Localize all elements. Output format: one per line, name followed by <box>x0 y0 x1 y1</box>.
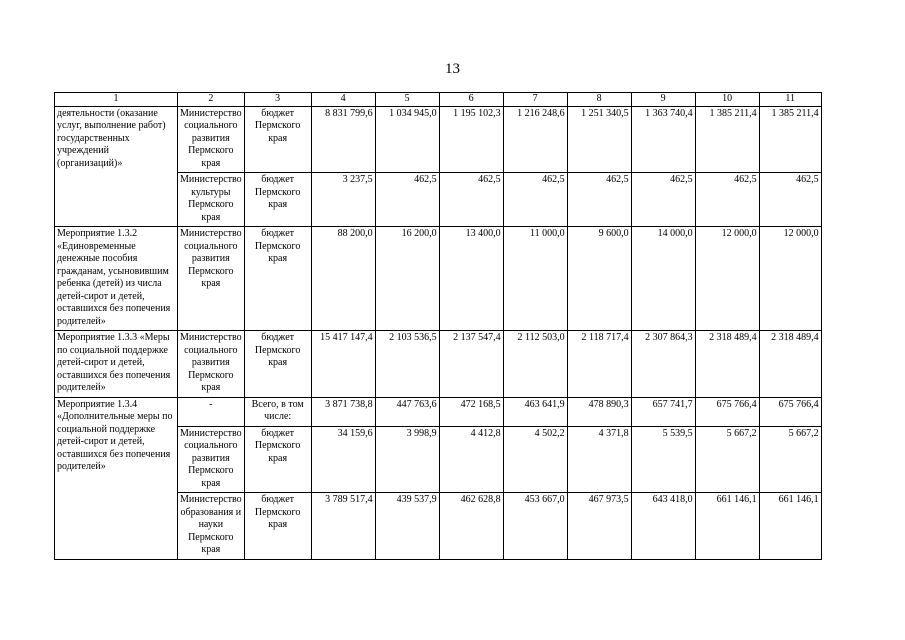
executor-cell: - <box>178 397 245 426</box>
table-row <box>55 397 822 426</box>
amount-cell: 661 146,1 <box>759 493 821 560</box>
amount-cell: 472 168,5 <box>439 397 503 426</box>
amount-cell: 3 998,9 <box>375 426 439 493</box>
column-number-cell: 6 <box>439 93 503 107</box>
column-number-cell: 7 <box>503 93 567 107</box>
amount-cell: 453 667,0 <box>503 493 567 560</box>
column-number-cell: 9 <box>631 93 695 107</box>
amount-cell: 4 502,2 <box>503 426 567 493</box>
column-number-cell: 5 <box>375 93 439 107</box>
amount-cell: 1 363 740,4 <box>631 106 695 173</box>
table-row <box>55 106 822 173</box>
funding-table <box>54 92 822 560</box>
amount-cell: 462 628,8 <box>439 493 503 560</box>
amount-cell: 462,5 <box>695 173 759 227</box>
column-number-cell: 11 <box>759 93 821 107</box>
column-number-cell: 8 <box>567 93 631 107</box>
table-row <box>55 331 822 398</box>
amount-cell: 1 034 945,0 <box>375 106 439 173</box>
amount-cell: 11 000,0 <box>503 227 567 331</box>
table-row <box>55 227 822 331</box>
table-body <box>55 93 822 560</box>
executor-cell: Министерство социального развития Пермского края <box>178 106 245 173</box>
amount-cell: 661 146,1 <box>695 493 759 560</box>
column-number-cell: 1 <box>55 93 178 107</box>
amount-cell: 8 831 799,6 <box>311 106 375 173</box>
funding-source-cell: бюджет Пермского края <box>244 331 311 398</box>
funding-source-cell: бюджет Пермского края <box>244 227 311 331</box>
executor-cell: Министерство социального развития Пермского края <box>178 227 245 331</box>
amount-cell: 4 371,8 <box>567 426 631 493</box>
amount-cell: 34 159,6 <box>311 426 375 493</box>
amount-cell: 5 667,2 <box>695 426 759 493</box>
amount-cell: 675 766,4 <box>695 397 759 426</box>
amount-cell: 3 237,5 <box>311 173 375 227</box>
executor-cell: Министерство образования и науки Пермского края <box>178 493 245 560</box>
measure-name-cell: Мероприятие 1.3.3 «Меры по социальной поддержке детей-сирот и детей, оставшихся без попечения родителей» <box>55 331 178 398</box>
amount-cell: 439 537,9 <box>375 493 439 560</box>
amount-cell: 462,5 <box>759 173 821 227</box>
page-number: 13 <box>445 61 460 77</box>
amount-cell: 16 200,0 <box>375 227 439 331</box>
amount-cell: 462,5 <box>567 173 631 227</box>
amount-cell: 13 400,0 <box>439 227 503 331</box>
amount-cell: 463 641,9 <box>503 397 567 426</box>
funding-source-cell: Всего, в том числе: <box>244 397 311 426</box>
amount-cell: 5 667,2 <box>759 426 821 493</box>
amount-cell: 5 539,5 <box>631 426 695 493</box>
amount-cell: 2 137 547,4 <box>439 331 503 398</box>
measure-name-cell: Мероприятие 1.3.2 «Единовременные денежные пособия гражданам, усыновившим ребенка (детей) из числа детей-сирот и детей, оставшихся без попечения родителей» <box>55 227 178 331</box>
amount-cell: 462,5 <box>631 173 695 227</box>
amount-cell: 15 417 147,4 <box>311 331 375 398</box>
column-number-row <box>55 93 822 107</box>
amount-cell: 88 200,0 <box>311 227 375 331</box>
measure-name-cell: деятельности (оказание услуг, выполнение работ) государственных учреждений (организаций)» <box>55 106 178 227</box>
amount-cell: 2 112 503,0 <box>503 331 567 398</box>
amount-cell: 675 766,4 <box>759 397 821 426</box>
amount-cell: 462,5 <box>503 173 567 227</box>
amount-cell: 643 418,0 <box>631 493 695 560</box>
amount-cell: 478 890,3 <box>567 397 631 426</box>
amount-cell: 467 973,5 <box>567 493 631 560</box>
executor-cell: Министерство культуры Пермского края <box>178 173 245 227</box>
amount-cell: 1 195 102,3 <box>439 106 503 173</box>
funding-source-cell: бюджет Пермского края <box>244 426 311 493</box>
amount-cell: 2 118 717,4 <box>567 331 631 398</box>
executor-cell: Министерство социального развития Пермского края <box>178 331 245 398</box>
amount-cell: 2 318 489,4 <box>695 331 759 398</box>
column-number-cell: 3 <box>244 93 311 107</box>
executor-cell: Министерство социального развития Пермского края <box>178 426 245 493</box>
column-number-cell: 2 <box>178 93 245 107</box>
amount-cell: 3 789 517,4 <box>311 493 375 560</box>
amount-cell: 1 216 248,6 <box>503 106 567 173</box>
amount-cell: 14 000,0 <box>631 227 695 331</box>
amount-cell: 9 600,0 <box>567 227 631 331</box>
amount-cell: 657 741,7 <box>631 397 695 426</box>
amount-cell: 462,5 <box>439 173 503 227</box>
amount-cell: 2 307 864,3 <box>631 331 695 398</box>
funding-source-cell: бюджет Пермского края <box>244 106 311 173</box>
funding-source-cell: бюджет Пермского края <box>244 493 311 560</box>
amount-cell: 1 385 211,4 <box>759 106 821 173</box>
amount-cell: 447 763,6 <box>375 397 439 426</box>
column-number-cell: 4 <box>311 93 375 107</box>
funding-source-cell: бюджет Пермского края <box>244 173 311 227</box>
amount-cell: 12 000,0 <box>695 227 759 331</box>
column-number-cell: 10 <box>695 93 759 107</box>
amount-cell: 3 871 738,8 <box>311 397 375 426</box>
amount-cell: 462,5 <box>375 173 439 227</box>
amount-cell: 12 000,0 <box>759 227 821 331</box>
amount-cell: 1 385 211,4 <box>695 106 759 173</box>
measure-name-cell: Мероприятие 1.3.4 «Дополнительные меры по социальной поддержке детей-сирот и детей, оставшихся без попечения родителей» <box>55 397 178 559</box>
amount-cell: 1 251 340,5 <box>567 106 631 173</box>
amount-cell: 2 318 489,4 <box>759 331 821 398</box>
amount-cell: 4 412,8 <box>439 426 503 493</box>
amount-cell: 2 103 536,5 <box>375 331 439 398</box>
